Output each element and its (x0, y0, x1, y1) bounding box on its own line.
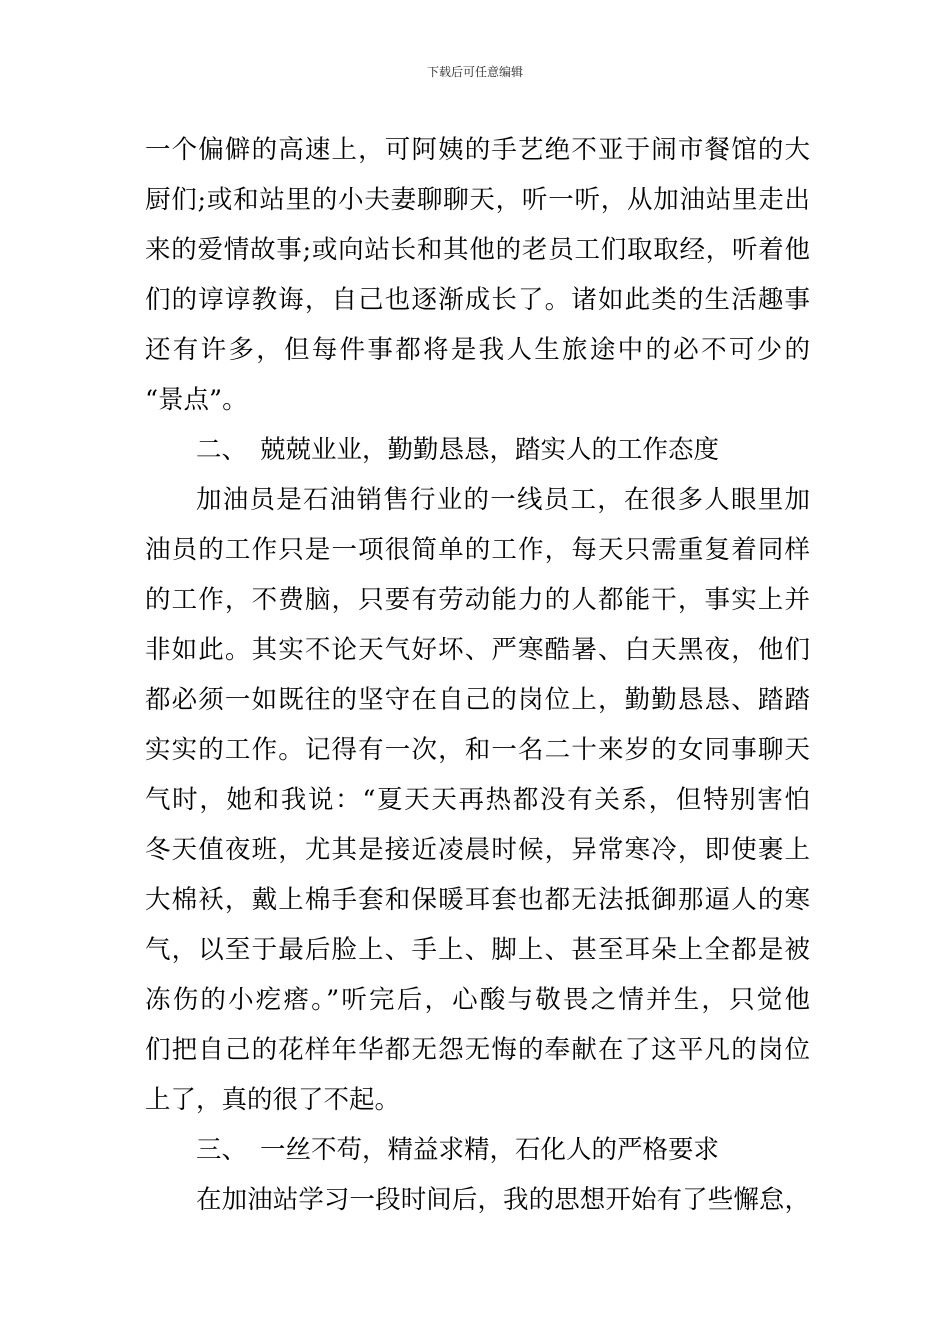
section-heading-2 (145, 425, 810, 475)
paragraph-line: 们把自己的花样年华都无怨无悔的奉献在了这平凡的岗位 (145, 1035, 810, 1065)
paragraph-line: 冬天值夜班，尤其是接近凌晨时候，异常寒冷，即使裹上 (145, 835, 810, 865)
paragraph-line: 加油员是石油销售行业的一线员工，在很多人眼里加 (196, 485, 810, 515)
section-heading-3 (145, 1125, 810, 1175)
paragraph-line: 来的爱情故事;或向站长和其他的老员工们取取经，听着他 (145, 235, 810, 265)
page-header: 下载后可任意编辑 (426, 65, 523, 79)
paragraph-line: 气时，她和我说：“夏天天再热都没有关系，但特别害怕 (145, 785, 810, 815)
paragraph-line: 一个偏僻的高速上，可阿姨的手艺绝不亚于闹市餐馆的大 (145, 135, 810, 165)
paragraph-line: 冻伤的小疙瘩。”听完后，心酸与敬畏之情并生，只觉他 (145, 985, 810, 1015)
paragraph-line: 实实的工作。记得有一次，和一名二十来岁的女同事聊天 (145, 735, 810, 765)
paragraph-line: 在加油站学习一段时间后，我的思想开始有了些懈怠， (196, 1185, 810, 1215)
section-title: 一丝不苟，精益求精，石化人的严格要求 (260, 1135, 720, 1165)
section-number: 二、 (196, 435, 248, 465)
paragraph-line: 还有许多，但每件事都将是我人生旅途中的必不可少的 (145, 335, 810, 365)
paragraph-line: 们的谆谆教诲，自己也逐渐成长了。诸如此类的生活趣事 (145, 285, 810, 315)
paragraph-line: 的工作，不费脑，只要有劳动能力的人都能干，事实上并 (145, 585, 810, 615)
paragraph-line: 气，以至于最后脸上、手上、脚上、甚至耳朵上全都是被 (145, 935, 810, 965)
section-title: 兢兢业业，勤勤恳恳，踏实人的工作态度 (260, 435, 720, 465)
paragraph-line: 厨们;或和站里的小夫妻聊聊天，听一听，从加油站里走出 (145, 185, 810, 215)
document-body (145, 125, 810, 1225)
paragraph-line: 上了，真的很了不起。 (145, 1085, 401, 1115)
paragraph-line: “景点”。 (145, 385, 248, 415)
section-number: 三、 (196, 1135, 248, 1165)
paragraph-line: 油员的工作只是一项很简单的工作，每天只需重复着同样 (145, 535, 810, 565)
paragraph-line: 大棉袄，戴上棉手套和保暖耳套也都无法抵御那逼人的寒 (145, 885, 810, 915)
paragraph-line: 非如此。其实不论天气好坏、严寒酷暑、白天黑夜，他们 (145, 635, 810, 665)
paragraph-line: 都必须一如既往的坚守在自己的岗位上，勤勤恳恳、踏踏 (145, 685, 810, 715)
